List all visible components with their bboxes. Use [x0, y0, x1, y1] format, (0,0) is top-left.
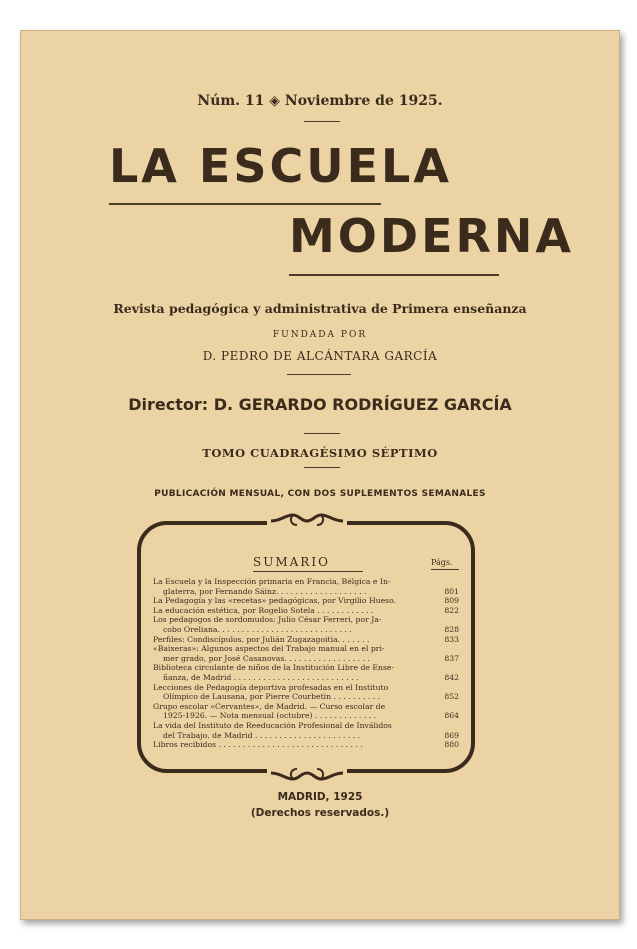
- toc-entry-page: 880: [444, 740, 459, 750]
- toc-entry-page: 828: [444, 624, 459, 634]
- sumario-underline: [253, 571, 363, 572]
- toc-entry-text: del Trabajo, de Madrid . . . . . . . . . . . . . . . . . . . . . .: [163, 730, 361, 740]
- toc-entry-text: 1925-1926. — Nota mensual (octubre) . . . . . . . . . . . . .: [163, 711, 377, 721]
- toc-entry-page: 837: [444, 653, 459, 663]
- toc-row: [153, 721, 459, 731]
- sumario-title: SUMARIO: [253, 555, 330, 569]
- toc-row: [153, 587, 459, 597]
- rights-line: (Derechos reservados.): [250, 807, 390, 819]
- toc-entry-text: Olímpico de Lausana, por Pierre Courbetin . . . . . . . . . .: [163, 692, 380, 702]
- toc-entry-text: La Pedagogía y las «recetas» pedagógicas, por Virgilio Hueso.: [153, 596, 397, 606]
- toc-row: [153, 596, 459, 606]
- toc-entry-text: mer grado, por José Casanovas. . . . . . . . . . . . . . . . . .: [163, 653, 370, 663]
- founder-name: D. PEDRO DE ALCÁNTARA GARCÍA: [202, 349, 438, 363]
- toc-row: [153, 644, 459, 654]
- toc-entry-text: La vida del Instituto de Reeducación Profesional de Inválidos: [153, 720, 392, 730]
- toc-entry-text: Grupo escolar «Cervantes», de Madrid. — Curso escolar de: [153, 701, 386, 711]
- title-underline-1: [109, 203, 381, 205]
- imprint-line: MADRID, 1925: [277, 791, 363, 803]
- toc-entry-text: Lecciones de Pedagogía deportiva profesadas en el Instituto: [153, 682, 389, 692]
- toc-entry-text: La Escuela y la Inspección primaria en Francia, Bélgica e In-: [153, 577, 391, 586]
- scroll-ornament-icon: [267, 765, 347, 781]
- title-line-2: MODERNA: [289, 209, 575, 263]
- publication-line: PUBLICACIÓN MENSUAL, CON DOS SUPLEMENTOS SEMANALES: [154, 489, 486, 499]
- toc-entry-page: 864: [444, 711, 459, 721]
- divider: [304, 467, 340, 468]
- scroll-ornament-icon: [267, 513, 347, 529]
- toc-entry-text: Biblioteca circulante de niños de la Institución Libre de Ense-: [153, 663, 395, 673]
- title-line-1: LA ESCUELA: [109, 139, 452, 193]
- table-of-contents: [153, 577, 459, 750]
- toc-row: [153, 711, 459, 721]
- toc-row: [153, 625, 459, 635]
- toc-entry-text: Los pedagogos de sordomudos: Julio César Ferreri, por Ja-: [153, 615, 382, 625]
- subtitle: Revista pedagógica y administrativa de Primera enseñanza: [113, 301, 527, 316]
- toc-row: [153, 663, 459, 673]
- magazine-cover: [20, 30, 620, 920]
- toc-entry-page: 833: [444, 634, 459, 644]
- toc-entry-text: «Baixeras»: Algunos aspectos del Trabajo manual en el pri-: [153, 644, 385, 654]
- toc-row: [153, 692, 459, 702]
- toc-row: [153, 683, 459, 693]
- toc-row: [153, 577, 459, 587]
- pages-label: Págs.: [431, 558, 453, 567]
- toc-row: [153, 702, 459, 712]
- toc-row: [153, 654, 459, 664]
- founded-by-label: FUNDADA POR: [272, 330, 368, 340]
- pages-underline: [431, 569, 459, 570]
- toc-row: [153, 731, 459, 741]
- toc-row: [153, 615, 459, 625]
- toc-entry-page: 822: [444, 605, 459, 615]
- title-underline-2: [289, 274, 499, 276]
- toc-entry-page: 852: [444, 692, 459, 702]
- toc-row: [153, 673, 459, 683]
- toc-row: [153, 635, 459, 645]
- divider: [304, 121, 340, 122]
- issue-line: Núm. 11 ◈ Noviembre de 1925.: [197, 93, 443, 109]
- toc-row: [153, 740, 459, 750]
- toc-entry-page: 869: [444, 730, 459, 740]
- toc-entry-text: ñanza, de Madrid . . . . . . . . . . . . . . . . . . . . . . . . . .: [163, 672, 359, 682]
- tomo-line: TOMO CUADRAGÉSIMO SÉPTIMO: [202, 446, 438, 460]
- toc-row: [153, 606, 459, 616]
- toc-entry-page: 842: [444, 672, 459, 682]
- divider: [304, 433, 340, 434]
- toc-entry-text: glaterra, por Fernando Sáinz. . . . . . . . . . . . . . . . . . .: [163, 586, 367, 596]
- toc-entry-page: 809: [444, 596, 459, 606]
- toc-entry-page: 801: [444, 586, 459, 596]
- toc-entry-text: Libros recibidos . . . . . . . . . . . . . . . . . . . . . . . . . . . . . .: [153, 740, 363, 750]
- toc-entry-text: cobo Oreliana. . . . . . . . . . . . . . . . . . . . . . . . . . . .: [163, 624, 352, 634]
- toc-entry-text: Perfiles: Condiscípulos, por Julián Zugazagoitia. . . . . . .: [153, 634, 370, 644]
- toc-entry-text: La educación estética, por Rogelio Sotela . . . . . . . . . . . .: [153, 605, 374, 615]
- divider: [287, 374, 351, 375]
- director-line: Director: D. GERARDO RODRÍGUEZ GARCÍA: [128, 395, 512, 414]
